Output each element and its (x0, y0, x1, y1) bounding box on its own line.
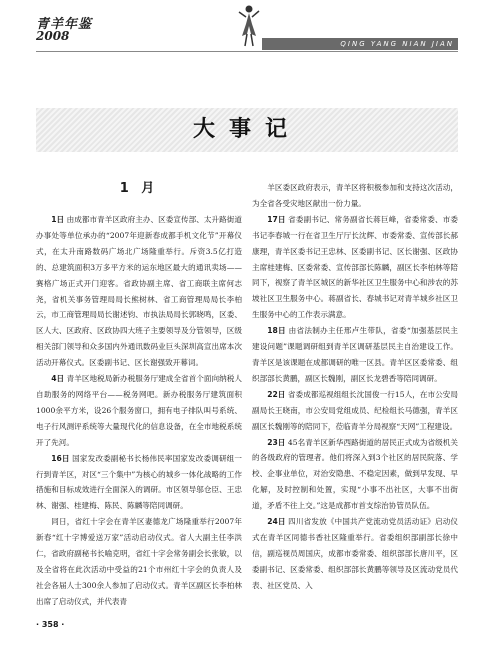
page-number: · 358 · (36, 620, 65, 629)
event-date: 18日 (267, 326, 286, 336)
event-entry (252, 212, 458, 323)
event-entry (252, 514, 458, 594)
event-text: 省委成都巡视组组长沈国俊一行15人，在市公安局副局长王晓南，市公安局党组成员、纪检组长马德强，青羊区副区长魏刚等的陪同下，莅临青羊分局视察“天网”工程建设。 (252, 389, 458, 431)
event-entry (252, 323, 458, 387)
event-entry (36, 212, 242, 371)
event-entry (36, 371, 242, 451)
event-text: 由成都市青羊区政府主办、区委宣传部、太升路街道办事处等单位承办的“2007年迎新春成都手机文化节”开幕仪式，在太升南路数码广场北广场隆重举行。斥资3.5亿打造的、总建筑面积3万多平方米的运东地区最大的通讯卖场——赛格广场正式开门迎客。省政协副主席、省工商联主席何志尧，省机关事务管理局局长熊树林、省工商管理局局长李柏云，市工商管理局局长谢述钧、市执法局局长郭晓鸣，区委、区人大、区政府、区政协四大班子主要领导及分管领导，区级相关部门领导和众多国内外通讯数码业巨头深圳高宣出席本次活动开幕仪式。区委副书记、区长谢强致开幕词。 (36, 215, 242, 368)
event-text: 青羊区地税局新办税服务厅建成全省首个面向纳税人自助服务的网络平台——税务网吧。新办税服务厅建筑面积1000余平方米，设26个服务窗口，拥有电子排队叫号系统、电子行风测评系统等大量现代化的信息设备，在全市地税系统开了先河。 (36, 374, 242, 447)
event-entry (252, 435, 458, 515)
event-text: 羊区委区政府表示，青羊区将积极参加和支持这次活动，为全省各受灾地区献出一份力量。 (252, 183, 458, 208)
event-text: 45名青羊区新华西路街道的居民正式成为省级机关的各级政府的管理者。他们将深入到3个社区的居民院落、学校、企事业单位，对治安隐患、不稳定因素，做到早发现、早化解，及时控制和处置，实现“小事不出社区，大事不出街道，矛盾不往上交。”这是成都市首支综治协管员队伍。 (252, 437, 458, 511)
event-entry (36, 451, 242, 515)
right-column (252, 180, 458, 594)
page-header (0, 0, 480, 58)
yearbook-logo-title: 青羊年鉴 (36, 17, 93, 32)
month-heading: 1 月 (119, 181, 159, 196)
event-text: 同日，省红十字会在青羊区妻德龙广场隆重举行2007年新春“红十字博爱送万家”活动启动仪式。省人大副主任李洪仁，省政府副秘书长喻克明，省红十字会常务副会长张敏，以及全省将在此次活动中受益的21个市州红十字会的负责人及社会各届人士300余人参加了启动仪式。青羊区副区长李柏林出席了启动仪式，并代表青 (36, 517, 242, 606)
dancer-illustration-icon (238, 4, 260, 48)
event-date: 17日 (267, 214, 286, 224)
header-divider (36, 51, 458, 52)
page-title: 大事记 (192, 117, 301, 142)
event-date: 16日 (51, 453, 70, 463)
event-entry (36, 514, 242, 609)
event-entry (252, 387, 458, 435)
event-text: 国家发改委副秘书长杨伟民率国家发改委调研组一行到青羊区，对区“三个集中”为核心的城乡一体化战略的工作措施和目标成效进行全面深入的调研。市区领导邬仓臣、王忠林、谢强、桂建梅、陈民、陈麟等陪同调研。 (36, 453, 242, 511)
event-date: 4日 (51, 374, 65, 384)
header-bar-pinyin: QING YANG NIAN JIAN (340, 40, 454, 48)
event-text: 四川省发放《中国共产党流动党员活动证》启动仪式在青羊区同德书香社区隆重举行。省委组织部副部长徐中信，副巡视员周国庆，成都市委常委、组织部部长唐川平，区委副书记、区委常委、组织部部长黄鹏等领导及区流动党员代表、社区党员、入 (252, 517, 458, 590)
event-entry (252, 180, 458, 212)
event-date: 22日 (267, 389, 286, 399)
event-text: 省委副书记、常务副省长蒋巨峰，省委常委、市委书记李春城一行在省卫生厅厅长沈辉、市委常委、宣传部长郝康理，青羊区委书记王忠林、区委副书记、区长谢强、区政协主席桂建梅、区委常委、宣传部部长陈麟，副区长李柏林等陪同下，视察了青羊区城区的新华社区卫生服务中心和涉农的苏坡社区卫生服务中心。蒋副省长、春城书记对青羊城乡社区卫生服务中心的工作表示满意。 (252, 214, 458, 320)
event-date: 1日 (51, 215, 65, 224)
event-text: 由省法制办主任邢卢生带队，省委“加强基层民主建设问题”课题调研组到青羊区调研基层民主自治建设工作。青羊区是该课题在成都调研的唯一区县。青羊区区委常委、组织部部长黄鹏，副区长魏刚，副区长龙碧香等陪同调研。 (252, 326, 458, 383)
left-column (36, 180, 242, 610)
event-date: 24日 (267, 517, 286, 527)
event-date: 23日 (267, 437, 286, 447)
yearbook-logo-year: 2008 (36, 29, 70, 43)
